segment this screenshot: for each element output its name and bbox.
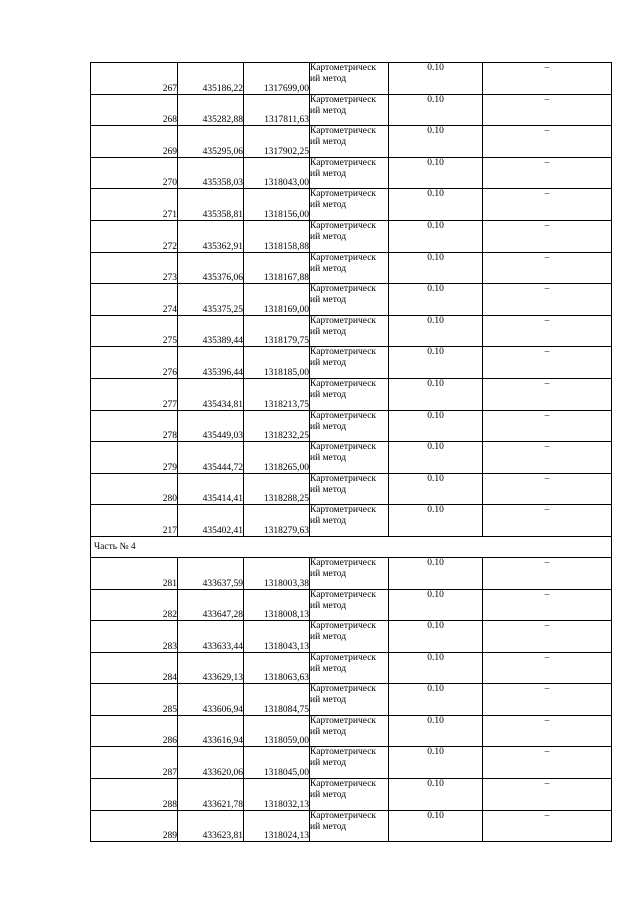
description-cell: – <box>483 252 612 284</box>
point-number: 278 <box>91 410 178 442</box>
coord-x: 433606,94 <box>178 684 244 716</box>
coord-y: 1318043,13 <box>244 621 310 653</box>
coord-x: 435449,03 <box>178 410 244 442</box>
point-number: 280 <box>91 473 178 505</box>
table-part-section <box>91 536 612 557</box>
table-row <box>91 557 612 589</box>
accuracy-cell: 0.10 <box>389 810 483 842</box>
table-row <box>91 347 612 379</box>
accuracy-cell: 0.10 <box>389 715 483 747</box>
method-cell: Картометрическ ий метод <box>310 779 389 811</box>
coord-y: 1318008,13 <box>244 589 310 621</box>
point-number: 277 <box>91 378 178 410</box>
table-row <box>91 684 612 716</box>
point-number: 275 <box>91 315 178 347</box>
table-row <box>91 810 612 842</box>
method-cell: Картометрическ ий метод <box>310 189 389 221</box>
table-row <box>91 378 612 410</box>
table-row <box>91 220 612 252</box>
coord-y: 1318279,63 <box>244 505 310 537</box>
part-label: Часть № 4 <box>91 536 612 557</box>
accuracy-cell: 0.10 <box>389 252 483 284</box>
table-body-a <box>91 63 612 537</box>
method-cell: Картометрическ ий метод <box>310 63 389 95</box>
description-cell: – <box>483 589 612 621</box>
method-cell: Картометрическ ий метод <box>310 652 389 684</box>
description-cell: – <box>483 347 612 379</box>
accuracy-cell: 0.10 <box>389 621 483 653</box>
method-cell: Картометрическ ий метод <box>310 315 389 347</box>
accuracy-cell: 0.10 <box>389 126 483 158</box>
point-number: 271 <box>91 189 178 221</box>
description-cell: – <box>483 126 612 158</box>
coord-x: 433621,78 <box>178 779 244 811</box>
description-cell: – <box>483 63 612 95</box>
table-row <box>91 94 612 126</box>
table-row <box>91 189 612 221</box>
table-row <box>91 410 612 442</box>
coord-y: 1318213,75 <box>244 378 310 410</box>
point-number: 269 <box>91 126 178 158</box>
method-cell: Картометрическ ий метод <box>310 810 389 842</box>
point-number: 267 <box>91 63 178 95</box>
method-cell: Картометрическ ий метод <box>310 347 389 379</box>
accuracy-cell: 0.10 <box>389 747 483 779</box>
description-cell: – <box>483 652 612 684</box>
table-row <box>91 747 612 779</box>
point-number: 274 <box>91 284 178 316</box>
table-row <box>91 779 612 811</box>
point-number: 281 <box>91 557 178 589</box>
table-row <box>91 589 612 621</box>
accuracy-cell: 0.10 <box>389 557 483 589</box>
coord-y: 1318043,00 <box>244 157 310 189</box>
coord-x: 435358,03 <box>178 157 244 189</box>
coord-y: 1318045,00 <box>244 747 310 779</box>
coord-x: 433633,44 <box>178 621 244 653</box>
accuracy-cell: 0.10 <box>389 442 483 474</box>
accuracy-cell: 0.10 <box>389 94 483 126</box>
table-row <box>91 63 612 95</box>
method-cell: Картометрическ ий метод <box>310 473 389 505</box>
method-cell: Картометрическ ий метод <box>310 747 389 779</box>
description-cell: – <box>483 473 612 505</box>
point-number: 217 <box>91 505 178 537</box>
coord-x: 435358,81 <box>178 189 244 221</box>
accuracy-cell: 0.10 <box>389 378 483 410</box>
coord-y: 1317699,00 <box>244 63 310 95</box>
method-cell: Картометрическ ий метод <box>310 505 389 537</box>
accuracy-cell: 0.10 <box>389 410 483 442</box>
method-cell: Картометрическ ий метод <box>310 378 389 410</box>
accuracy-cell: 0.10 <box>389 220 483 252</box>
coord-y: 1318059,00 <box>244 715 310 747</box>
description-cell: – <box>483 621 612 653</box>
table-row <box>91 473 612 505</box>
point-number: 287 <box>91 747 178 779</box>
accuracy-cell: 0.10 <box>389 347 483 379</box>
table-row <box>91 442 612 474</box>
coord-x: 435414,41 <box>178 473 244 505</box>
description-cell: – <box>483 410 612 442</box>
coord-x: 433647,28 <box>178 589 244 621</box>
point-number: 288 <box>91 779 178 811</box>
method-cell: Картометрическ ий метод <box>310 94 389 126</box>
coord-x: 435396,44 <box>178 347 244 379</box>
point-number: 283 <box>91 621 178 653</box>
coord-x: 435375,25 <box>178 284 244 316</box>
accuracy-cell: 0.10 <box>389 63 483 95</box>
point-number: 276 <box>91 347 178 379</box>
description-cell: – <box>483 315 612 347</box>
description-cell: – <box>483 220 612 252</box>
description-cell: – <box>483 684 612 716</box>
table-row <box>91 621 612 653</box>
point-number: 270 <box>91 157 178 189</box>
coord-x: 435295,06 <box>178 126 244 158</box>
coord-y: 1318167,88 <box>244 252 310 284</box>
method-cell: Картометрическ ий метод <box>310 410 389 442</box>
table-row <box>91 652 612 684</box>
coord-y: 1318185,00 <box>244 347 310 379</box>
method-cell: Картометрическ ий метод <box>310 621 389 653</box>
table-body-b <box>91 557 612 841</box>
method-cell: Картометрическ ий метод <box>310 589 389 621</box>
method-cell: Картометрическ ий метод <box>310 442 389 474</box>
method-cell: Картометрическ ий метод <box>310 157 389 189</box>
point-number: 282 <box>91 589 178 621</box>
description-cell: – <box>483 715 612 747</box>
point-number: 272 <box>91 220 178 252</box>
table-row <box>91 252 612 284</box>
coord-y: 1318288,25 <box>244 473 310 505</box>
coord-x: 433620,06 <box>178 747 244 779</box>
method-cell: Картометрическ ий метод <box>310 220 389 252</box>
coord-x: 435444,72 <box>178 442 244 474</box>
method-cell: Картометрическ ий метод <box>310 715 389 747</box>
table-row <box>91 157 612 189</box>
accuracy-cell: 0.10 <box>389 779 483 811</box>
coord-x: 435434,81 <box>178 378 244 410</box>
method-cell: Картометрическ ий метод <box>310 126 389 158</box>
coordinates-table <box>90 62 612 842</box>
coord-y: 1318003,38 <box>244 557 310 589</box>
accuracy-cell: 0.10 <box>389 315 483 347</box>
coord-y: 1318156,00 <box>244 189 310 221</box>
description-cell: – <box>483 779 612 811</box>
description-cell: – <box>483 157 612 189</box>
description-cell: – <box>483 378 612 410</box>
point-number: 289 <box>91 810 178 842</box>
coord-y: 1318179,75 <box>244 315 310 347</box>
accuracy-cell: 0.10 <box>389 157 483 189</box>
coord-x: 435362,91 <box>178 220 244 252</box>
coord-y: 1318265,00 <box>244 442 310 474</box>
coord-y: 1318169,00 <box>244 284 310 316</box>
accuracy-cell: 0.10 <box>389 473 483 505</box>
description-cell: – <box>483 284 612 316</box>
point-number: 285 <box>91 684 178 716</box>
method-cell: Картометрическ ий метод <box>310 557 389 589</box>
description-cell: – <box>483 94 612 126</box>
coord-x: 433623,81 <box>178 810 244 842</box>
coord-x: 435402,41 <box>178 505 244 537</box>
table-row <box>91 284 612 316</box>
point-number: 279 <box>91 442 178 474</box>
accuracy-cell: 0.10 <box>389 505 483 537</box>
point-number: 284 <box>91 652 178 684</box>
coord-x: 435186,22 <box>178 63 244 95</box>
table-row <box>91 505 612 537</box>
coord-y: 1318158,88 <box>244 220 310 252</box>
coord-x: 435389,44 <box>178 315 244 347</box>
description-cell: – <box>483 810 612 842</box>
coord-y: 1318232,25 <box>244 410 310 442</box>
accuracy-cell: 0.10 <box>389 589 483 621</box>
table-row <box>91 715 612 747</box>
accuracy-cell: 0.10 <box>389 284 483 316</box>
method-cell: Картометрическ ий метод <box>310 284 389 316</box>
coord-x: 435376,06 <box>178 252 244 284</box>
point-number: 273 <box>91 252 178 284</box>
accuracy-cell: 0.10 <box>389 189 483 221</box>
coord-x: 433616,94 <box>178 715 244 747</box>
accuracy-cell: 0.10 <box>389 684 483 716</box>
accuracy-cell: 0.10 <box>389 652 483 684</box>
part-row <box>91 536 612 557</box>
point-number: 286 <box>91 715 178 747</box>
coord-x: 435282,88 <box>178 94 244 126</box>
method-cell: Картометрическ ий метод <box>310 252 389 284</box>
table-row <box>91 126 612 158</box>
coord-y: 1318024,13 <box>244 810 310 842</box>
description-cell: – <box>483 747 612 779</box>
method-cell: Картометрическ ий метод <box>310 684 389 716</box>
table-row <box>91 315 612 347</box>
coord-x: 433637,59 <box>178 557 244 589</box>
description-cell: – <box>483 189 612 221</box>
coord-y: 1317811,63 <box>244 94 310 126</box>
coord-y: 1318084,75 <box>244 684 310 716</box>
coord-y: 1317902,25 <box>244 126 310 158</box>
coord-y: 1318063,63 <box>244 652 310 684</box>
description-cell: – <box>483 557 612 589</box>
coord-y: 1318032,13 <box>244 779 310 811</box>
description-cell: – <box>483 442 612 474</box>
coord-x: 433629,13 <box>178 652 244 684</box>
description-cell: – <box>483 505 612 537</box>
point-number: 268 <box>91 94 178 126</box>
